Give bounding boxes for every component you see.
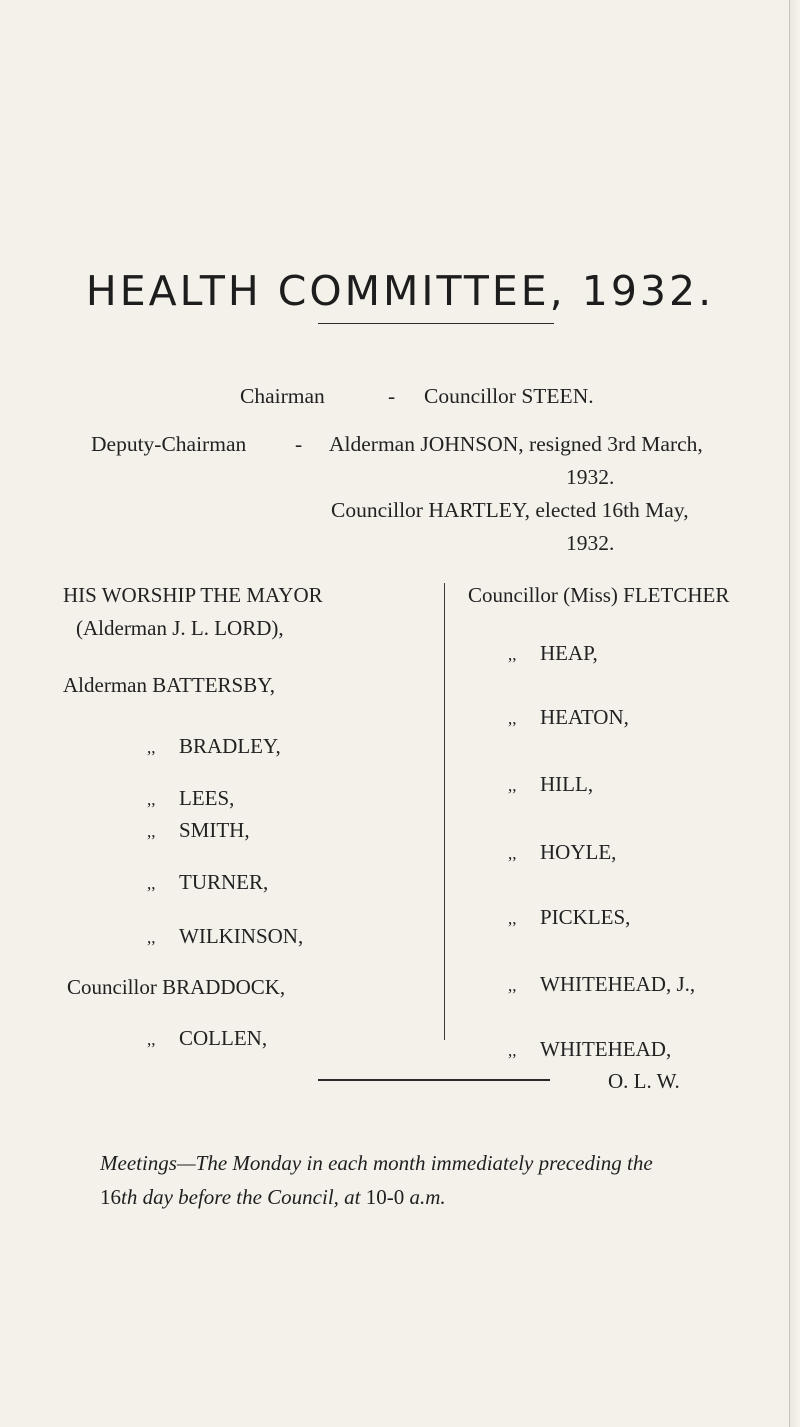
member-wilkinson: ,, WILKINSON, xyxy=(147,924,304,948)
ditto-mark: ,, xyxy=(508,909,517,928)
member-braddock: Councillor BRADDOCK, xyxy=(67,975,286,999)
ditto-mark: ,, xyxy=(147,738,156,757)
ditto-mark: ,, xyxy=(508,976,517,995)
chairman-dash: - xyxy=(388,384,396,408)
member-hoyle: ,, HOYLE, xyxy=(508,840,617,864)
deputy-second: Councillor HARTLEY, elected 16th May, xyxy=(331,498,689,522)
member-heaton: ,, HEATON, xyxy=(508,705,629,729)
member-smith: ,, SMITH, xyxy=(147,818,250,842)
chairman-role: Chairman xyxy=(240,384,325,408)
ditto-mark: ,, xyxy=(508,844,517,863)
member-whitehead-olw: ,, WHITEHEAD, xyxy=(508,1037,672,1061)
member-bradley: ,, BRADLEY, xyxy=(147,734,281,758)
deputy-chairman-line xyxy=(91,432,703,457)
member-heap: ,, HEAP, xyxy=(508,641,598,665)
ditto-mark: ,, xyxy=(508,1041,517,1060)
ditto-mark: ,, xyxy=(147,874,156,893)
member-pickles: ,, PICKLES, xyxy=(508,905,631,929)
ditto-mark: ,, xyxy=(147,790,156,809)
page-title: HEALTH COMMITTEE, 1932. xyxy=(85,267,715,316)
member-whitehead-initials: O. L. W. xyxy=(608,1069,680,1093)
member-whitehead-j: ,, WHITEHEAD, J., xyxy=(508,972,696,996)
ditto-mark: ,, xyxy=(508,709,517,728)
member-collen: ,, COLLEN, xyxy=(147,1026,268,1050)
member-battersby: Alderman BATTERSBY, xyxy=(63,673,275,697)
title-rule xyxy=(318,323,554,324)
meetings-day-number: 16 xyxy=(100,1185,121,1209)
member-fletcher: Councillor (Miss) FLETCHER xyxy=(468,583,730,607)
ditto-mark: ,, xyxy=(508,776,517,795)
meetings-time: 10-0 xyxy=(365,1185,405,1209)
meetings-label: Meetings xyxy=(100,1151,177,1175)
member-lees: ,, LEES, xyxy=(147,786,235,810)
deputy-dash: - xyxy=(295,432,303,456)
deputy-first-year: 1932. xyxy=(566,465,615,489)
deputy-role: Deputy-Chairman xyxy=(91,432,247,456)
ditto-mark: ,, xyxy=(147,1030,156,1049)
member-mayor-note: (Alderman J. L. LORD), xyxy=(76,616,284,640)
member-mayor: HIS WORSHIP THE MAYOR xyxy=(63,583,323,607)
member-turner: ,, TURNER, xyxy=(147,870,269,894)
chairman-name: Councillor STEEN. xyxy=(424,384,594,408)
meetings-text-line2: th day before the Council, at xyxy=(121,1185,361,1209)
chairman-line xyxy=(240,384,594,409)
ditto-mark: ,, xyxy=(147,928,156,947)
member-hill: ,, HILL, xyxy=(508,772,594,796)
deputy-second-year: 1932. xyxy=(566,531,615,555)
column-divider xyxy=(444,583,445,1040)
bottom-rule xyxy=(318,1079,550,1081)
meetings-text-line1: The Monday in each month immediately preceding the xyxy=(195,1151,653,1175)
meetings-line2 xyxy=(100,1180,800,1214)
ditto-mark: ,, xyxy=(508,645,517,664)
meetings-note: Meetings—The Monday in each month immediately preceding the 16th day before the Council, at 10-0 a.m. xyxy=(100,1146,800,1214)
ditto-mark: ,, xyxy=(147,822,156,841)
deputy-first: Alderman JOHNSON, resigned 3rd March, xyxy=(329,432,703,456)
meetings-ampm: a.m. xyxy=(409,1185,446,1209)
